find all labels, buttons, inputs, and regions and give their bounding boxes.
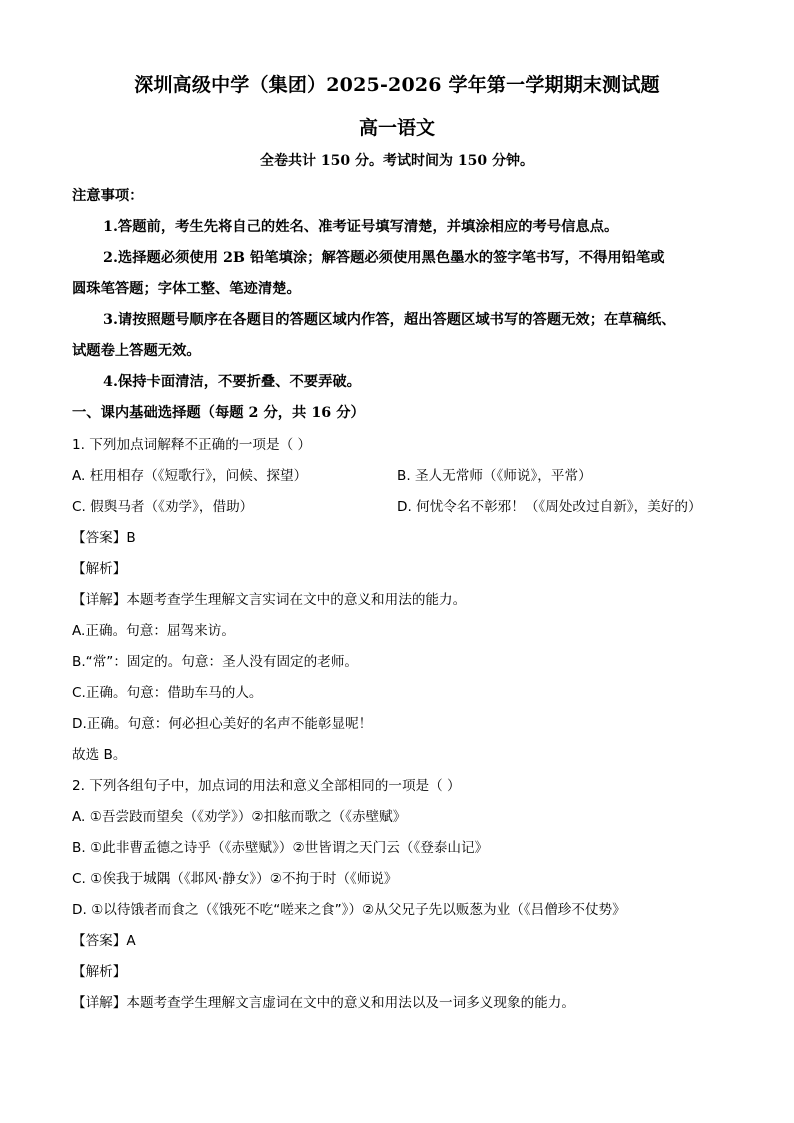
q2-option-a: A. ①吾尝跂而望矣（《劝学》）②扣舷而歌之（《赤壁赋》: [72, 809, 407, 825]
notice-item-1: 1.答题前，考生先将自己的姓名、准考证号填写清楚，并填涂相应的考号信息点。: [103, 219, 619, 235]
q2-option-d: D. ①以待饿者而食之（《饿死不吃“嗟来之食”》）②从父兄子先以贩葱为业（《吕僧珍不仗势》: [72, 902, 626, 918]
q2-jiexi: 【解析】: [72, 964, 127, 980]
q2-stem: 2. 下列各组句子中，加点词的用法和意义全部相同的一项是（ ）: [72, 778, 461, 794]
q2-option-c: C. ①俟我于城隅（《邶风·静女》）②不拘于时（《师说》: [72, 871, 398, 887]
notice-item-4: 4.保持卡面清洁，不要折叠、不要弄破。: [103, 374, 361, 390]
notice-item-3: 3.请按照题号顺序在各题目的答题区域内作答，超出答题区域书写的答题无效；在草稿纸、: [103, 312, 676, 328]
q2-option-b: B. ①此非曹孟德之诗乎（《赤壁赋》）②世皆谓之天门云（《登泰山记》: [72, 840, 489, 856]
q1-answer: 【答案】B: [72, 530, 136, 546]
q1-option-a: A. 枉用相存（《短歌行》，问候、探望）: [72, 468, 308, 484]
section-heading: 一、课内基础选择题（每题 2 分，共 16 分）: [72, 405, 365, 421]
exam-title: 深圳高级中学（集团）2025-2026 学年第一学期期末测试题: [134, 74, 660, 96]
notice-item-3-cont: 试题卷上答题无效。: [72, 343, 201, 359]
q1-option-d: D. 何忧令名不彰邪！（《周处改过自新》，美好的）: [397, 499, 702, 515]
q1-option-b: B. 圣人无常师（《师说》，平常）: [397, 468, 592, 484]
notice-item-2: 2.选择题必须使用 2B 铅笔填涂；解答题必须使用黑色墨水的签字笔书写，不得用铅笔或: [103, 250, 665, 266]
q1-explain-a: A.正确。句意：屈驾来访。: [72, 623, 235, 639]
notice-heading: 注意事项：: [72, 188, 144, 204]
exam-info: 全卷共计 150 分。考试时间为 150 分钟。: [260, 153, 534, 169]
q1-explain-b: B.“常”：固定的。句意：圣人没有固定的老师。: [72, 654, 359, 670]
q1-stem: 1. 下列加点词解释不正确的一项是（ ）: [72, 437, 312, 453]
q1-option-c: C. 假舆马者（《劝学》，借助）: [72, 499, 254, 515]
q1-explain-c: C.正确。句意：借助车马的人。: [72, 685, 263, 701]
q1-conclusion: 故选 B。: [72, 747, 127, 763]
notice-item-2-cont: 圆珠笔答题；字体工整、笔迹清楚。: [72, 281, 301, 297]
q1-detail: 【详解】本题考查学生理解文言实词在文中的意义和用法的能力。: [72, 592, 467, 608]
subject-title: 高一语文: [358, 117, 435, 139]
q2-answer: 【答案】A: [72, 933, 136, 949]
q1-jiexi: 【解析】: [72, 561, 127, 577]
q1-explain-d: D.正确。句意：何必担心美好的名声不能彰显呢！: [72, 716, 373, 732]
q2-detail: 【详解】本题考查学生理解文言虚词在文中的意义和用法以及一词多义现象的能力。: [72, 995, 575, 1011]
